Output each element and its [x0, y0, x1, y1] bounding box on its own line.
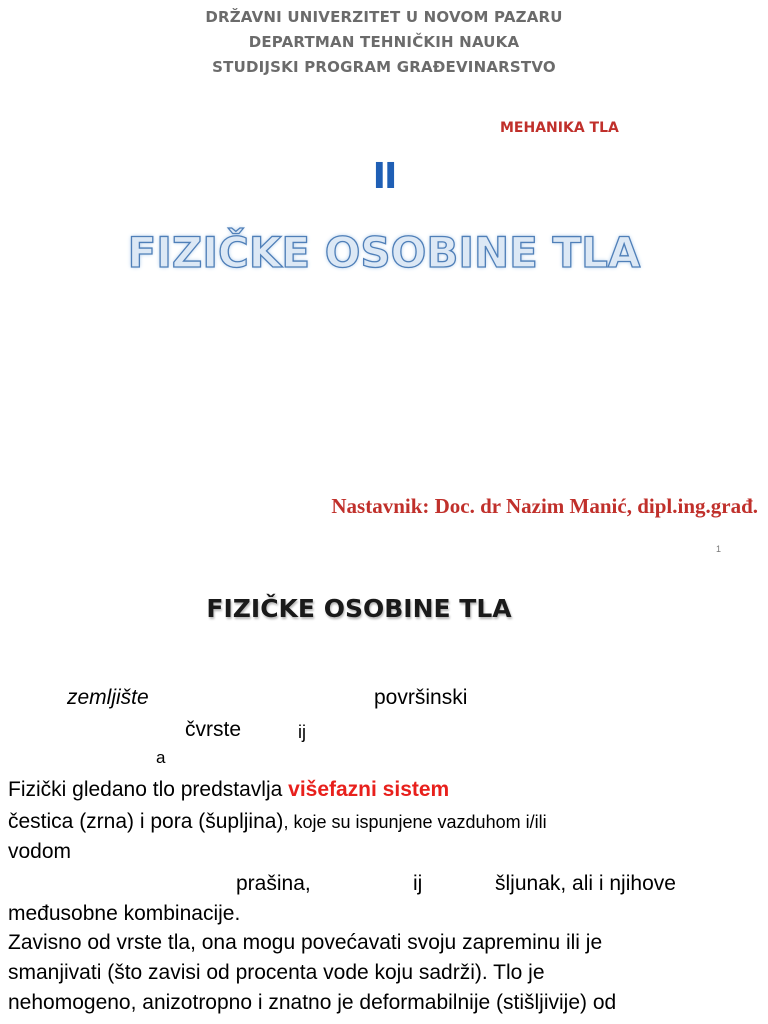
paragraph-line-1 [8, 776, 449, 804]
study-program: STUDIJSKI PROGRAM GRAĐEVINARSTVO [212, 58, 556, 76]
text-povrsinski: površinski [374, 686, 468, 709]
text-ij: ij [413, 872, 423, 895]
roman-numeral: II [372, 156, 396, 197]
text-ij: ij [298, 722, 306, 742]
text-plain: Fizički gledano tlo predstavlja [8, 778, 289, 801]
department-name: DEPARTMAN TEHNIČKIH NAUKA [248, 33, 520, 51]
paragraph-line-5: međusobne kombinacije. [8, 902, 241, 925]
teacher-name: Nastavnik: Doc. dr Nazim Manić, dipl.ing.građ. [331, 494, 758, 518]
text-plain: čestica (zrna) i pora (šupljina) [8, 810, 284, 833]
text-small: , koje su ispunjene vazduhom i/ili [283, 812, 547, 832]
university-name: DRŽAVNI UNIVERZITET U NOVOM PAZARU [205, 8, 563, 26]
text-cvrste: čvrste [185, 718, 242, 741]
paragraph-line-8: nehomogeno, anizotropno i znatno je deformabilnije (stišljivije) od [8, 991, 617, 1014]
paragraph-line-6: Zavisno od vrste tla, ona mogu povećavati svoju zapreminu ili je [8, 931, 603, 954]
course-name: MEHANIKA TLA [500, 120, 619, 136]
text-prasina: prašina, [236, 872, 311, 895]
highlight-visefazni: višefazni sistem [288, 778, 450, 801]
paragraph-line-2 [8, 808, 547, 836]
paragraph-line-7: smanjivati (što zavisi od procenta vode koju sadrži). Tlo je [8, 961, 545, 984]
text-sljunak: šljunak, ali i njihove [495, 872, 676, 895]
text-zemljiste: zemljište [67, 686, 149, 709]
paragraph-line-3: vodom [8, 840, 72, 863]
slide2-title: FIZIČKE OSOBINE TLA [206, 594, 512, 623]
slide-title: FIZIČKE OSOBINE TLA [127, 228, 641, 277]
text-a: a [156, 748, 166, 767]
page-number: 1 [716, 544, 722, 554]
